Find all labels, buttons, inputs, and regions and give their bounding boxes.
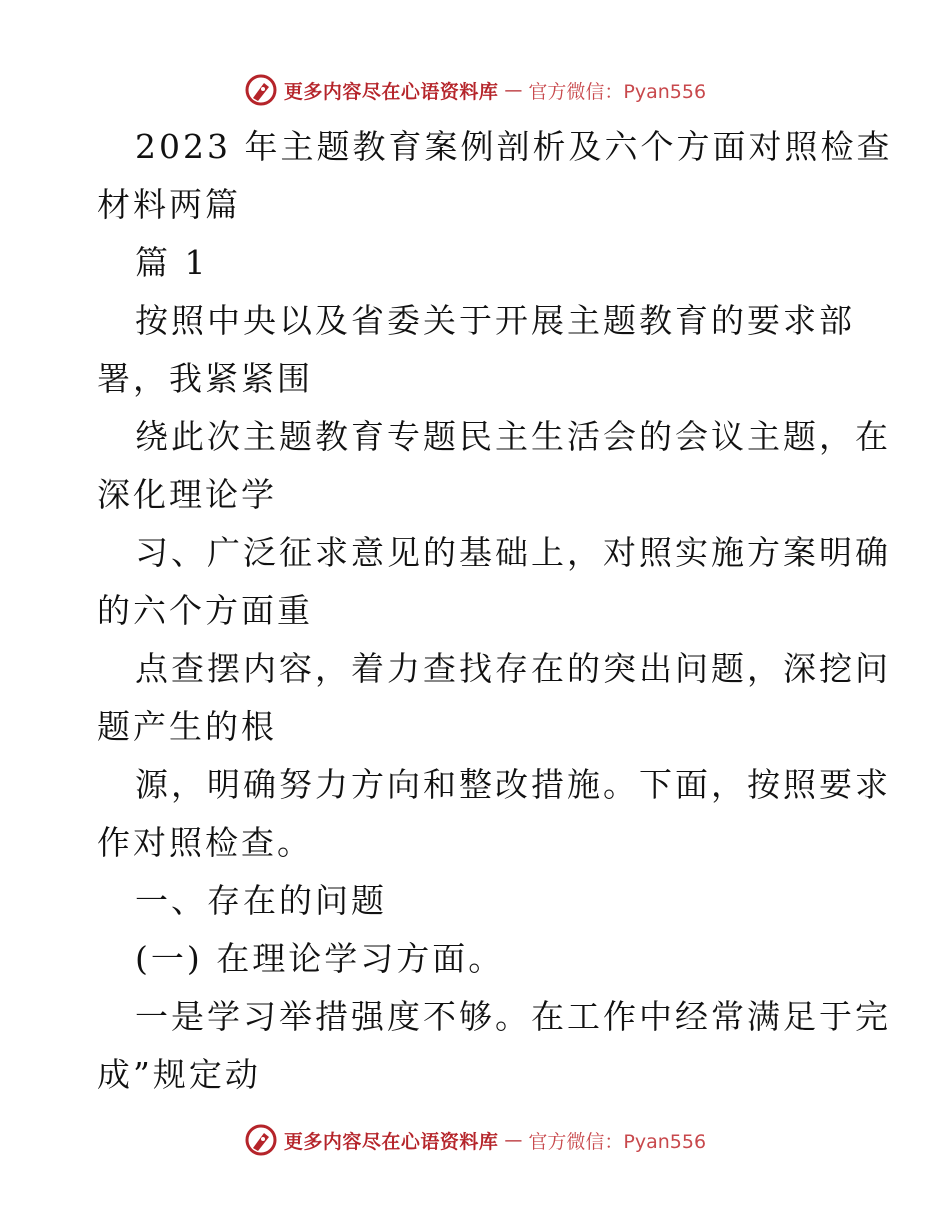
document-line: 成”规定动 [97,1055,261,1094]
footer-contact-text: 官方微信：Pyan556 [528,1130,707,1153]
document-line: 篇 1 [135,243,209,282]
document-line: 点查摆内容，着力查找存在的突出问题，深挖问 [135,649,891,688]
pen-nib-circle-icon [244,1123,278,1157]
document-line: 深化理论学 [97,475,277,514]
header-banner [0,70,950,110]
document-line: (一) 在理论学习方面。 [135,939,505,978]
document-line: 作对照检查。 [97,823,313,862]
document-line: 材料两篇 [97,185,241,224]
footer-site-text: 更多内容尽在心语资料库 [283,1130,499,1153]
header-contact-text: 官方微信：Pyan556 [528,80,707,103]
document-line: 一、存在的问题 [135,881,387,920]
document-body [97,118,897,1104]
document-line: 按照中央以及省委关于开展主题教育的要求部 [135,301,855,340]
document-line: 2023 年主题教育案例剖析及六个方面对照检查 [135,127,893,166]
footer-banner [0,1120,950,1160]
document-line: 绕此次主题教育专题民主生活会的会议主题，在 [135,417,891,456]
document-line: 源，明确努力方向和整改措施。下面，按照要求 [135,765,891,804]
pen-nib-circle-icon [244,73,278,107]
document-line: 题产生的根 [97,707,277,746]
footer-separator: — [504,1129,523,1151]
document-line: 署，我紧紧围 [97,359,313,398]
document-line: 的六个方面重 [97,591,313,630]
header-site-text: 更多内容尽在心语资料库 [283,80,499,103]
document-line: 习、广泛征求意见的基础上，对照实施方案明确 [135,533,891,572]
document-line: 一是学习举措强度不够。在工作中经常满足于完 [135,997,891,1036]
header-separator: — [504,79,523,101]
